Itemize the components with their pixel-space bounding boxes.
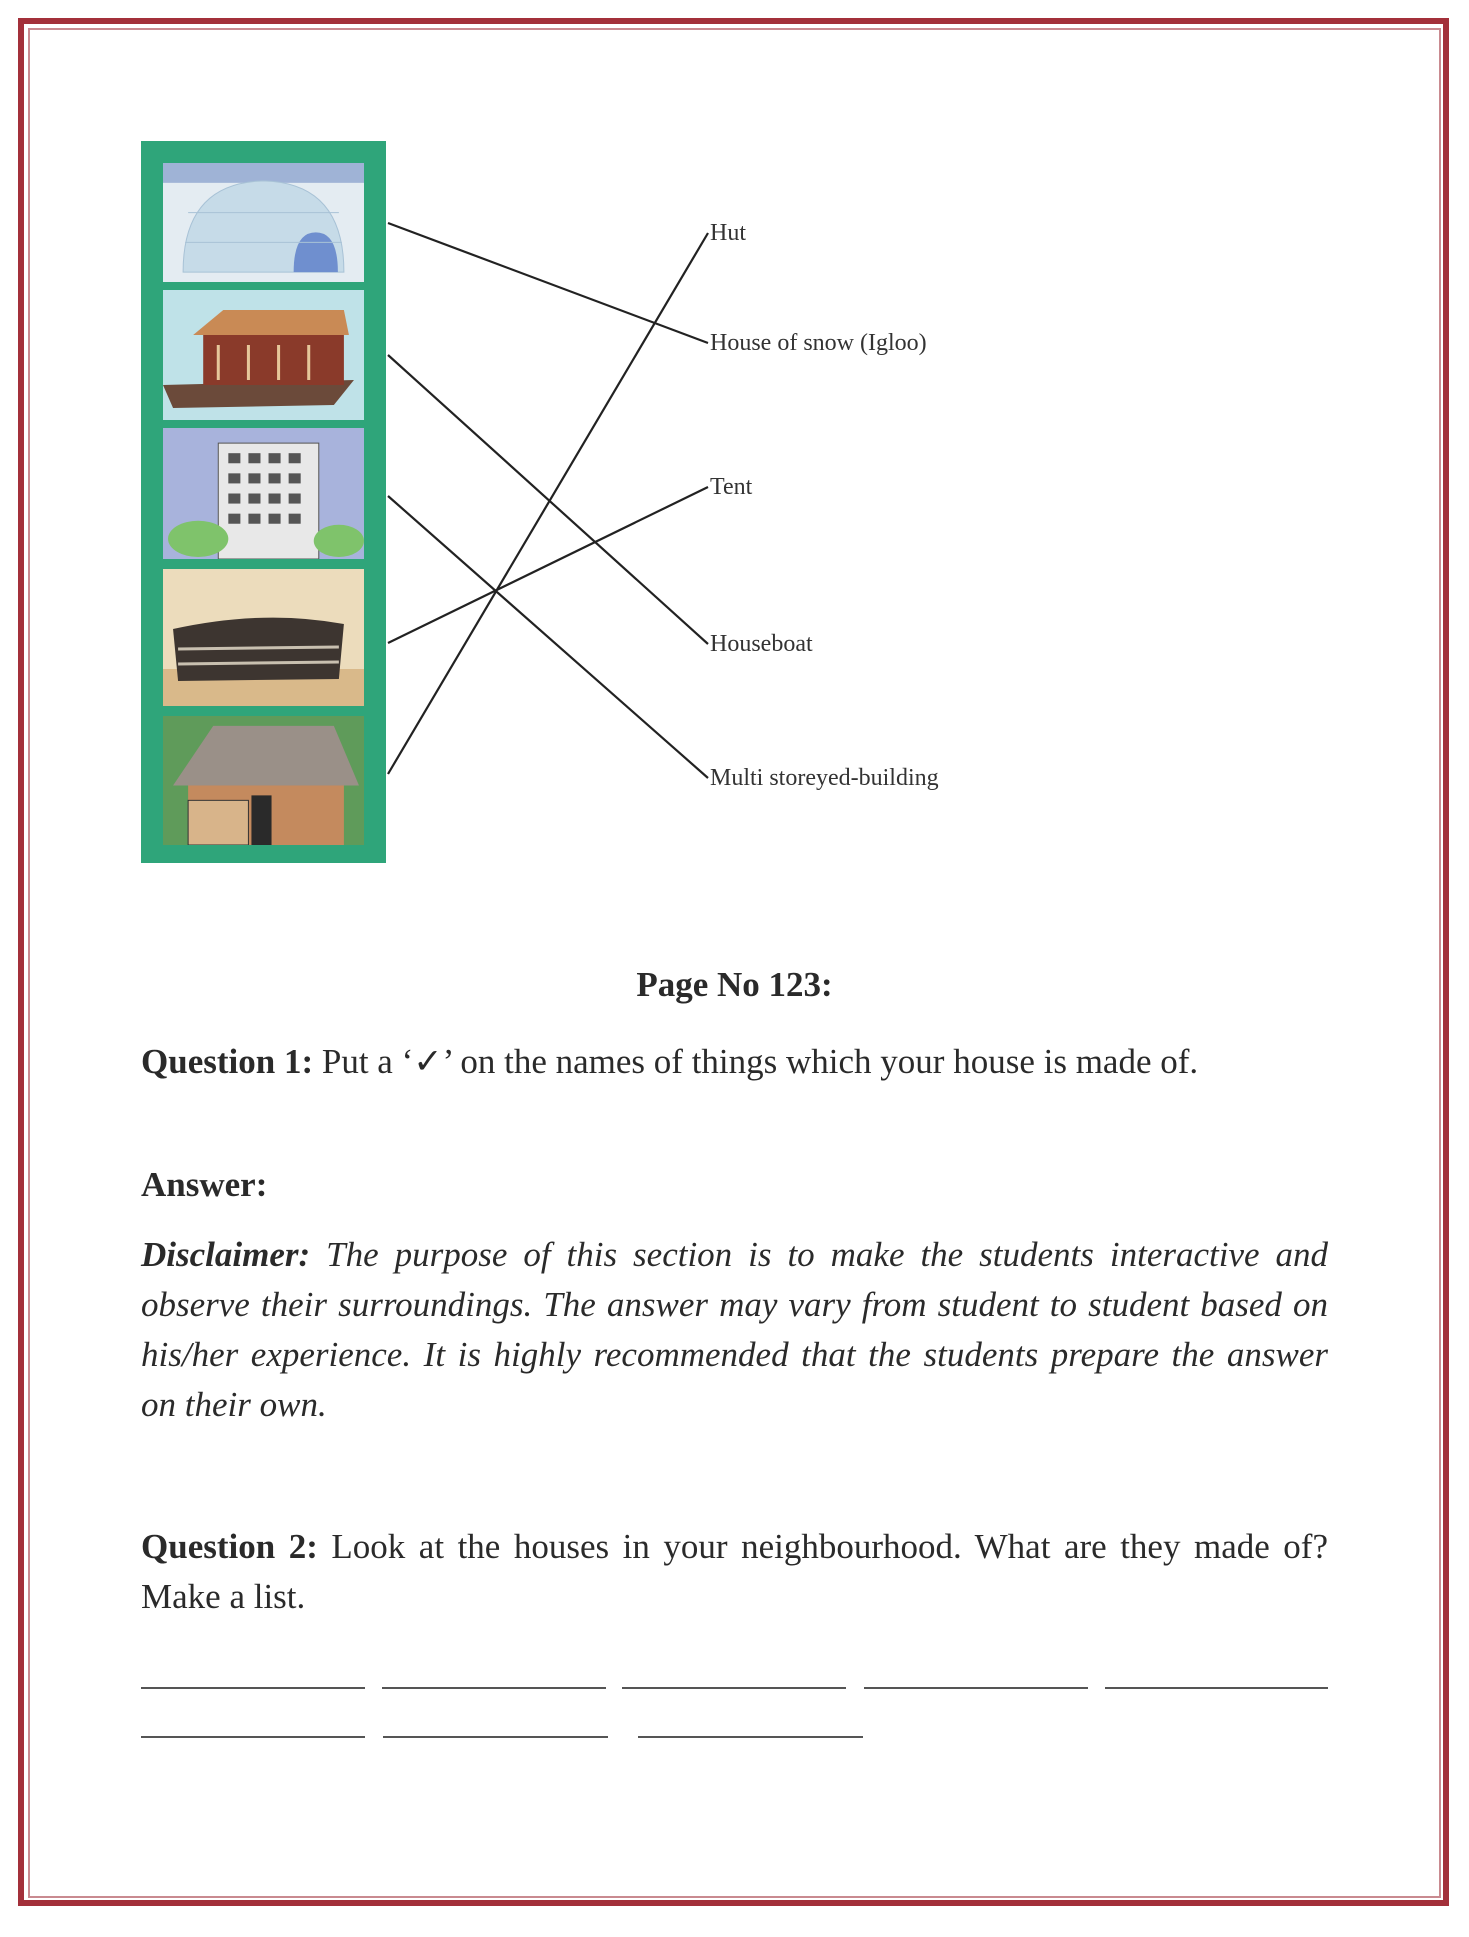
disclaimer: [141, 1230, 1328, 1430]
page-heading: Page No 123:: [636, 965, 833, 1004]
house-label: Tent: [710, 474, 753, 500]
answer-blank[interactable]: [383, 1736, 608, 1738]
match-line: [388, 233, 708, 774]
house-label: Houseboat: [710, 631, 813, 657]
answer-blank[interactable]: [1105, 1687, 1328, 1689]
question-1-text: Put a ‘✓’ on the names of things which your house is made of.: [313, 1042, 1199, 1081]
question-2-label: Question 2:: [141, 1527, 318, 1566]
question-1: [141, 1037, 1328, 1087]
match-line: [388, 496, 708, 778]
answer-blank[interactable]: [864, 1687, 1088, 1689]
match-line: [388, 355, 708, 644]
house-label: House of snow (Igloo): [710, 330, 927, 356]
disclaimer-label: Disclaimer:: [141, 1235, 311, 1274]
answer-blank[interactable]: [382, 1687, 606, 1689]
house-label: Multi storeyed-building: [710, 765, 939, 791]
disclaimer-text: The purpose of this section is to make the students interactive and observe their surroundings. The answer may vary from student to student based on his/her experience. It is highly recommended that the students prepare the answer on their own.: [141, 1235, 1328, 1424]
answer-label: Answer:: [141, 1165, 268, 1204]
question-1-label: Question 1:: [141, 1042, 314, 1081]
answer-blank[interactable]: [141, 1687, 365, 1689]
answer-blank[interactable]: [638, 1736, 863, 1738]
house-label: Hut: [710, 220, 746, 246]
answer-blank[interactable]: [141, 1736, 365, 1738]
question-2-text: Look at the houses in your neighbourhood. What are they made of? Make a list.: [141, 1527, 1328, 1616]
match-line: [388, 487, 708, 643]
match-line: [388, 223, 708, 343]
answer-blank[interactable]: [622, 1687, 846, 1689]
question-2: [141, 1522, 1328, 1622]
